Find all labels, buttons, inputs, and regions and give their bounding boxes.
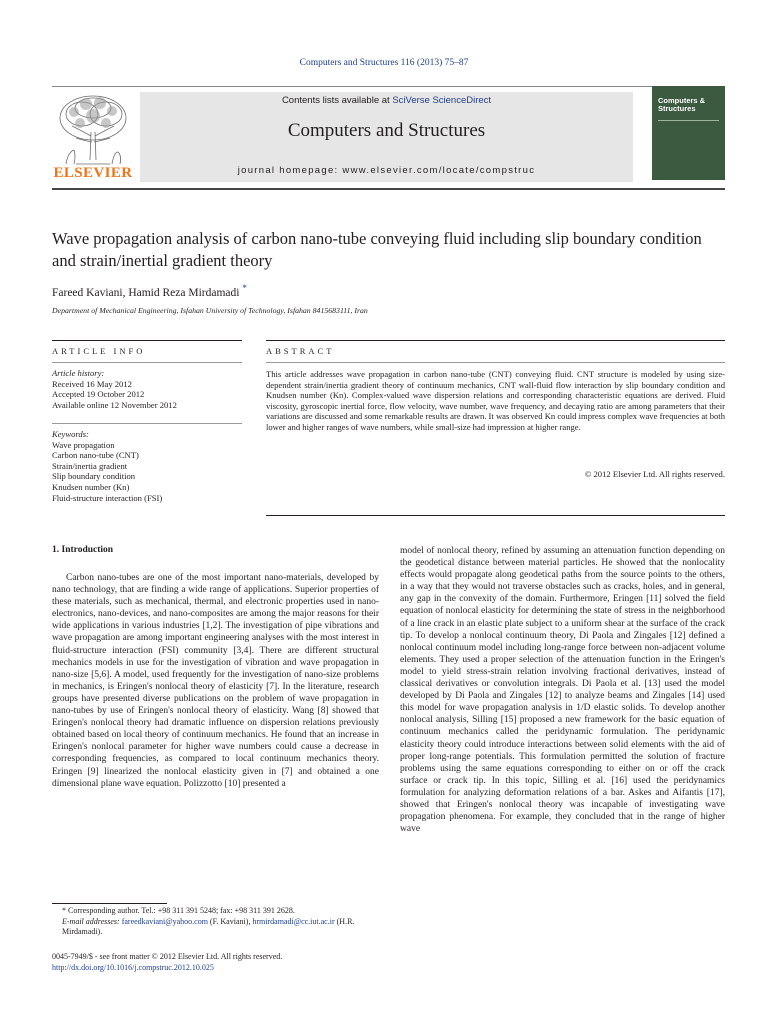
footnote-rule [52, 903, 167, 904]
front-matter-info [52, 952, 382, 973]
sciencedirect-link[interactable]: SciVerse ScienceDirect [392, 95, 492, 106]
keyword-item: Carbon nano-tube (CNT) [52, 450, 139, 461]
keyword-item: Wave propagation [52, 439, 115, 450]
affiliation: Department of Mechanical Engineering, Isfahan University of Technology, Isfahan 8415683111, Iran [52, 306, 368, 315]
journal-title: Computers and Structures [287, 120, 486, 141]
footnote-corresponding: * Corresponding author. Tel.: +98 311 391 5248; fax: +98 311 391 2628. [62, 906, 295, 915]
history-accepted: Accepted 19 October 2012 [52, 389, 145, 400]
issn-line: 0045-7949/$ - see front matter © 2012 Elsevier Ltd. All rights reserved. [52, 952, 283, 961]
keywords-label: Keywords: [52, 429, 89, 439]
keywords-rule [52, 423, 242, 424]
contents-prefix: Contents lists available at [281, 95, 393, 106]
keywords-list [52, 429, 242, 503]
masthead-top-rule [52, 86, 725, 87]
info-sub-rule [52, 362, 242, 363]
body-column-right [400, 545, 725, 835]
abstract-heading: ABSTRACT [266, 346, 335, 356]
abstract-sub-rule [266, 362, 725, 363]
keyword-item: Slip boundary condition [52, 471, 136, 482]
abstract-body: This article addresses wave propagation in carbon nano-tube (CNT) conveying fluid. CNT structure is modeled by using size-dependent strain/inertia gradient theory of continuum mechanics, CNT wall-fluid flow interaction by slip boundary condition and Knudsen number (Kn). Complex-valued wave dispersion relations and corresponding characteristic equations are derived. Fluid viscosity, gyroscopic inertial force, flow velocity, wave number, wave frequency, and decaying ratio are among parameters that their variations are discussed and some remarkable results are drawn. It was observed Kn could impress complex wave frequencies at both lower and higher ranges of wave numbers, while small-size had impression at higher range. [266, 369, 725, 432]
publisher-wordmark: ELSEVIER [53, 165, 133, 181]
author-names: Fareed Kaviani, Hamid Reza Mirdamadi [52, 286, 240, 299]
article-info-heading: ARTICLE INFO [52, 346, 146, 356]
keyword-item: Fluid-structure interaction (FSI) [52, 492, 163, 503]
keyword-item: Strain/inertia gradient [52, 460, 128, 471]
paragraph: model of nonlocal theory, refined by assuming an attenuation function depending on the geodetical distance between material particles. He showed that the nonlocality effects would propagate along geodetical paths from the source points to the others, in a way that they would not traverse obstacles such as cracks, holes, and in general, any gap in the convexity of the domain. Furthermore, Eringen [11] solved the field equation of nonlocal elasticity for determining the state of stress in the neighborhood of a line crack in an elastic plate subject to a uniform shear at the surface of the crack tip. To develop a nonlocal continuum theory, Di Paola and Zingales [12] defined a nonlocal continuum model including long-range force between non-adjacent volume elements. They used a proper selection of the attenuation function in the Eringen's model to yield stress-strain relation involving fractional derivatives, instead of classical derivatives or convolution integrals. Di Paola et al. [13] used the model developed by Di Paola and Zingales [12] to analyze beams and Zingales [14] used this model for wave propagation analysis in 1/D elastic solids. To develop another nonlocal analysis, Silling [15] proposed a new framework for the basic equation of continuum mechanics called the peridynamic formulation. The peridynamic elasticity theory could introduce interactions between solid elements with the aid of proper long-range potentials. This formulation permitted the solution of fracture problems using the same equations corresponding to either on or off the crack surface or crack tip. In this topic, Silling et al. [16] used the peridynamics formulation for analyzing deformation relations of a bar. Askes and Aifantis [17], showed that Eringen's nonlocal theory was incapable of investigating wave propagation phenomena. For example, they concluded that in the range of higher wave [400, 546, 725, 835]
article-history [52, 368, 242, 410]
footnote-emails [52, 917, 379, 938]
journal-cover-image [652, 86, 725, 180]
email-sep: (F. Kaviani), [207, 916, 253, 926]
info-top-rule [52, 340, 242, 341]
contents-line [140, 95, 633, 106]
email-link-mirdamadi[interactable]: hrmirdamadi@cc.iut.ac.ir [252, 916, 335, 926]
paragraph: Carbon nano-tubes are one of the most important nano-materials, developed by nano technology, that are finding a wide range of applications. Superior properties of these materials, such as mechanical, thermal, and electronic properties used in nano-electronics, nano-devices, and nano-composites are among the major reasons for their wide applications in various industries [1,2]. The investigation of pipe vibrations and wave propagation are among important engineering analyses with the most interest in fluid-structure interaction (FSI) community [3,4]. There are different structural mechanics models in use for the investigation of vibration and wave propagation in nano-size [5,6]. A model, used frequently for the investigation of nano-size problems in mechanics, is Eringen's nonlocal theory of elasticity [7]. In the literature, research groups have presented diverse publications on the problem of wave propagation in nano-tubes by use of Eringen's nonlocal theory of elasticity. Wang [8] showed that Eringen's nonlocal theory had dramatic influence on dispersion relations previously obtained based on local theory of continuum mechanics. He found that an increase in Eringen's nonlocal parameter for higher wave numbers could cause a decrease in corresponding frequencies, as compared to local continuum mechanics theory. Eringen [9] linearized the nonlocal elasticity given in [7] and obtained a one dimensional plane wave equation. Polizzotto [10] presented a [52, 573, 379, 789]
history-label: Article history: [52, 368, 105, 378]
keyword-item: Knudsen number (Kn) [52, 481, 130, 492]
abstract-bottom-rule [266, 515, 725, 516]
doi-link[interactable]: http://dx.doi.org/10.1016/j.compstruc.2012.10.025 [52, 962, 214, 972]
corresponding-author-mark[interactable]: * [242, 283, 247, 293]
journal-citation-link[interactable]: Computers and Structures 116 (2013) 75–87 [299, 58, 469, 68]
footnote [52, 906, 379, 938]
article-title: Wave propagation analysis of carbon nano-tube conveying fluid including slip boundary condition and strain/inertial gradient theory [52, 229, 702, 270]
email-link-kaviani[interactable]: fareedkaviani@yahoo.com [121, 916, 208, 926]
email-suffix: (H.R. Mirdamadi). [62, 916, 355, 936]
abstract-top-rule [266, 340, 725, 341]
body-column-left [52, 572, 379, 790]
masthead-bottom-rule [52, 188, 725, 190]
cover-band [658, 120, 719, 121]
journal-homepage-link[interactable]: journal homepage: www.elsevier.com/locate/compstruc [237, 165, 536, 176]
section-heading-introduction: 1. Introduction [52, 545, 114, 555]
email-label: E-mail addresses: [62, 916, 122, 926]
abstract-copyright: © 2012 Elsevier Ltd. All rights reserved. [584, 469, 725, 479]
history-received: Received 16 May 2012 [52, 378, 132, 389]
cover-title: Computers & Structures [658, 96, 706, 113]
author-list [52, 283, 247, 299]
history-online: Available online 12 November 2012 [52, 399, 177, 410]
